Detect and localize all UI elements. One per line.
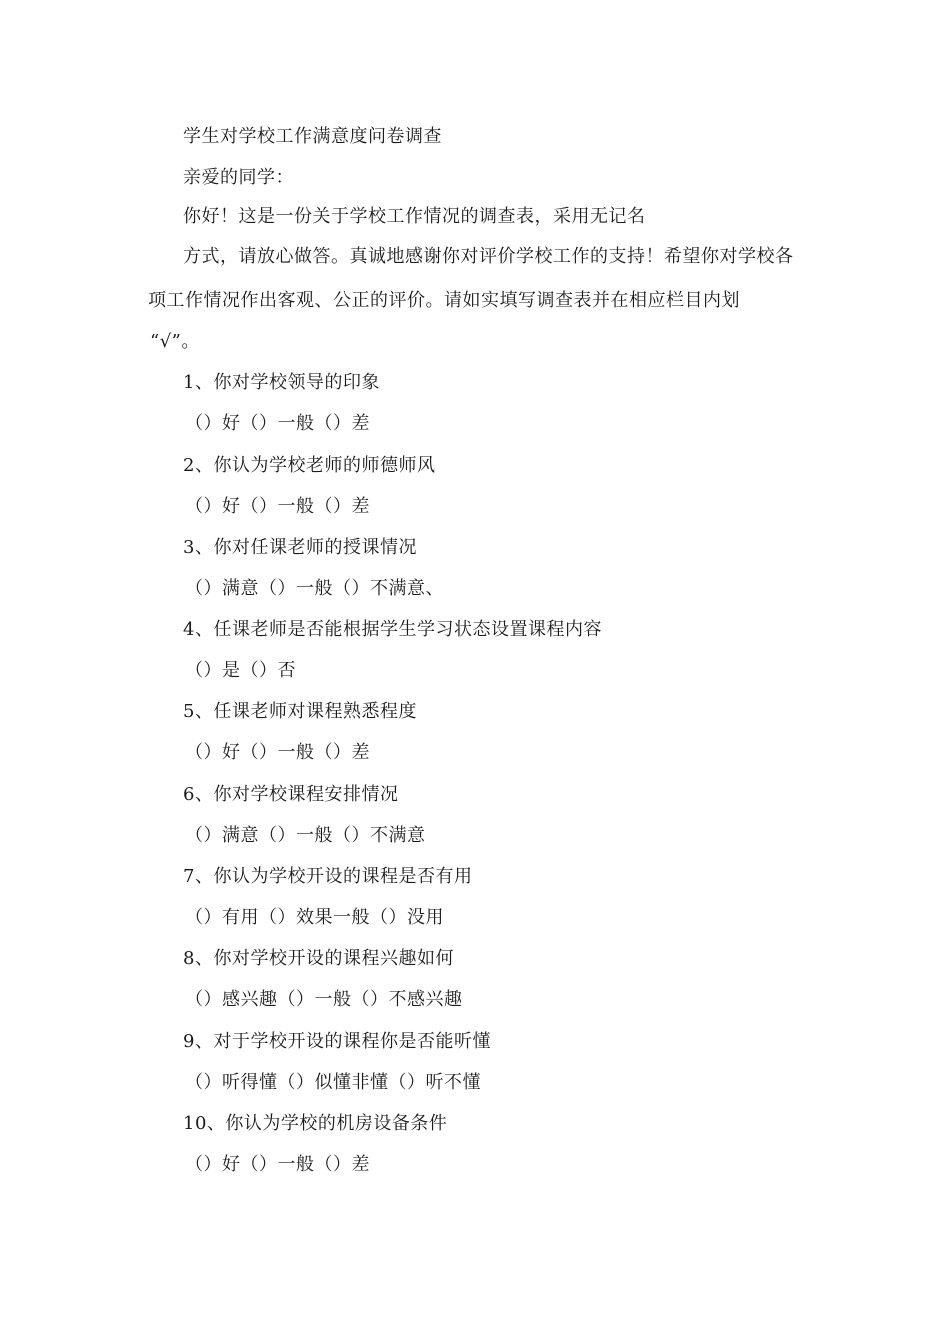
question-10: 10、你认为学校的机房设备条件	[183, 1113, 448, 1134]
options-4: （）是（）否	[185, 660, 296, 681]
options-5: （）好（）一般（）差	[185, 742, 370, 763]
options-6: （）满意（）一般（）不满意	[185, 825, 426, 846]
question-7: 7、你认为学校开设的课程是否有用	[183, 866, 473, 887]
options-3: （）满意（）一般（）不满意、	[185, 578, 444, 599]
intro-line-2: 方式，请放心做答。真诚地感谢你对评价学校工作的支持！希望你对学校各	[183, 246, 794, 267]
question-2: 2、你认为学校老师的师德师风	[183, 455, 436, 476]
survey-title: 学生对学校工作满意度问卷调查	[183, 126, 442, 147]
options-8: （）感兴趣（）一般（）不感兴趣	[185, 989, 463, 1010]
options-9: （）听得懂（）似懂非懂（）听不懂	[185, 1072, 481, 1093]
intro-line-1: 你好！这是一份关于学校工作情况的调查表，采用无记名	[183, 206, 646, 227]
question-8: 8、你对学校开设的课程兴趣如何	[183, 948, 454, 969]
question-6: 6、你对学校课程安排情况	[183, 784, 399, 805]
question-9: 9、对于学校开设的课程你是否能听懂	[183, 1031, 491, 1052]
intro-line-3: 项工作情况作出客观、公正的评价。请如实填写调查表并在相应栏目内划	[148, 290, 740, 311]
options-2: （）好（）一般（）差	[185, 496, 370, 517]
intro-line-4: “√”。	[150, 331, 200, 352]
question-3: 3、你对任课老师的授课情况	[183, 537, 417, 558]
options-1: （）好（）一般（）差	[185, 413, 370, 434]
question-5: 5、任课老师对课程熟悉程度	[183, 701, 417, 722]
options-7: （）有用（）效果一般（）没用	[185, 907, 444, 928]
greeting: 亲爱的同学：	[183, 167, 294, 188]
question-1: 1、你对学校领导的印象	[183, 372, 380, 393]
options-10: （）好（）一般（）差	[185, 1154, 370, 1175]
question-4: 4、任课老师是否能根据学生学习状态设置课程内容	[183, 619, 602, 640]
